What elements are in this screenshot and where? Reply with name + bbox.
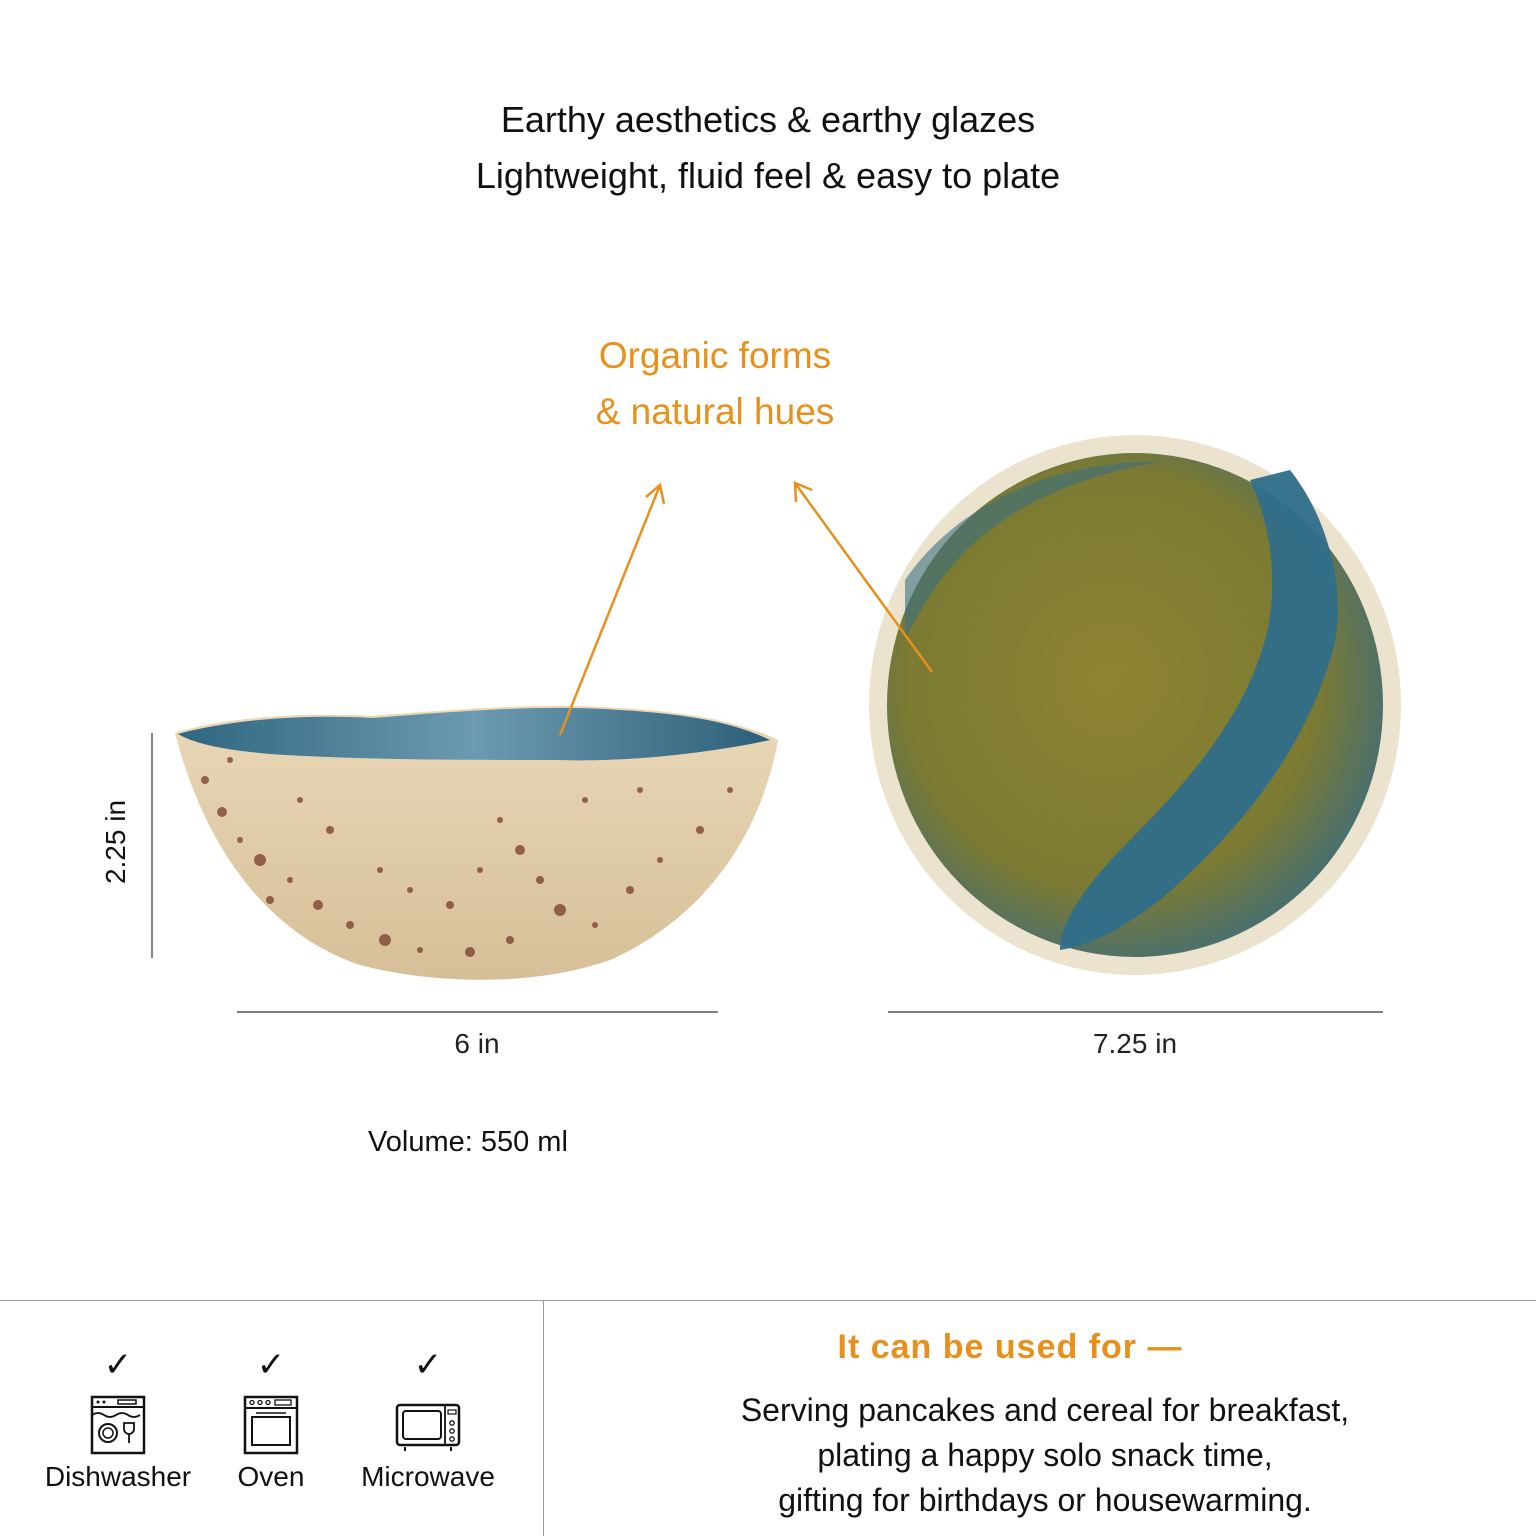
uses-text [600, 1388, 1490, 1523]
headline-line-2: Lightweight, fluid feel & easy to plate [475, 155, 1061, 196]
feature-microwave [343, 1345, 513, 1493]
microwave-icon [393, 1393, 463, 1457]
volume-label: Volume: 550 ml [368, 1126, 568, 1158]
dishwasher-icon [88, 1393, 148, 1457]
feature-label: Microwave [361, 1461, 495, 1492]
uses-line-1: Serving pancakes and cereal for breakfast, [740, 1392, 1350, 1428]
plate-image [869, 435, 1401, 975]
bowl-height-label: 2.25 in [100, 799, 131, 885]
headline-line-1: Earthy aesthetics & earthy glazes [500, 99, 1036, 140]
check-icon: ✓ [256, 1346, 286, 1384]
bowl-image [175, 706, 778, 980]
oven-icon [241, 1393, 301, 1457]
check-icon: ✓ [413, 1346, 443, 1384]
callout-line-2: & natural hues [595, 391, 835, 432]
uses-title: It can be used for — [837, 1328, 1183, 1366]
check-icon: ✓ [103, 1346, 133, 1384]
feature-dishwasher [33, 1345, 203, 1493]
feature-oven [186, 1345, 356, 1493]
uses-line-2: plating a happy solo snack time, [817, 1437, 1273, 1473]
bottom-divider [0, 1300, 1536, 1301]
plate-width-label: 7.25 in [1092, 1028, 1178, 1059]
callout-line-1: Organic forms [598, 335, 832, 376]
uses-line-3: gifting for birthdays or housewarming. [778, 1482, 1312, 1518]
feature-label: Oven [237, 1461, 305, 1492]
bowl-width-label: 6 in [454, 1028, 500, 1059]
feature-label: Dishwasher [44, 1461, 192, 1492]
panel-divider [543, 1300, 544, 1536]
